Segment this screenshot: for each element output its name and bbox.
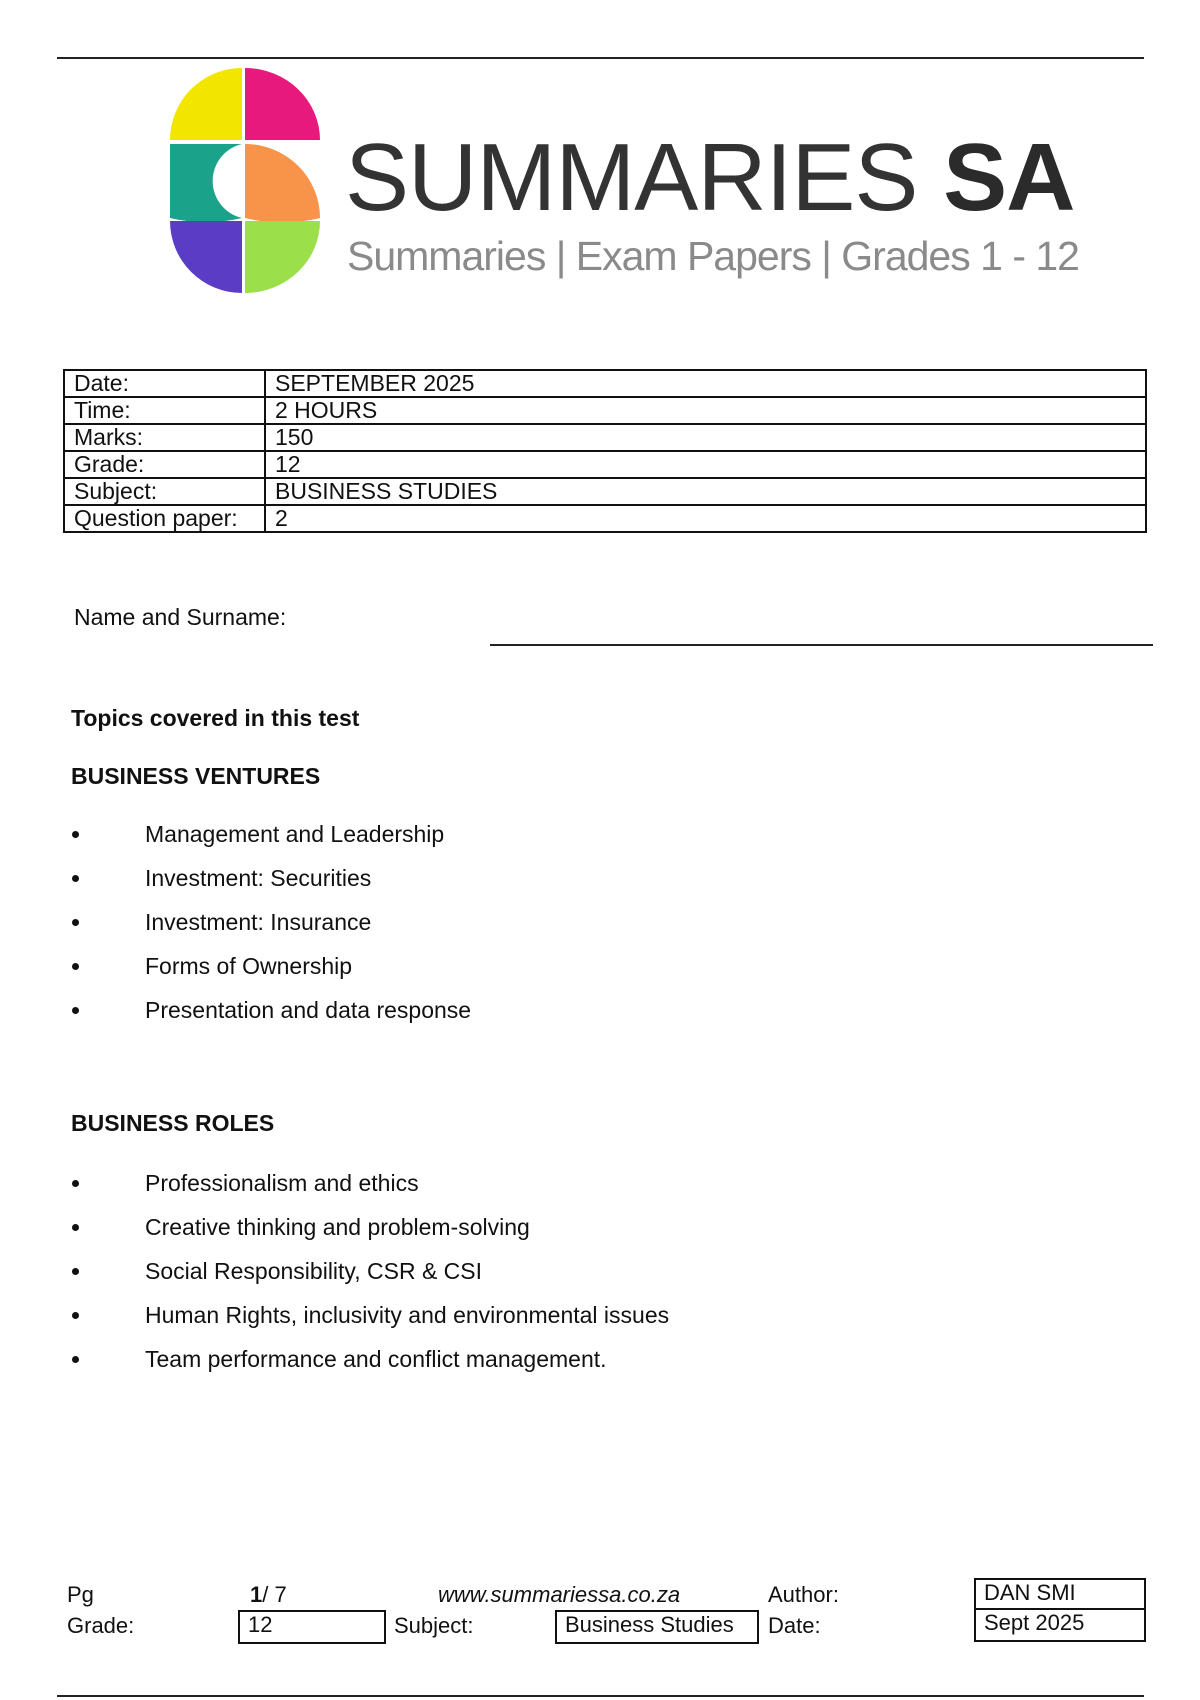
footer-page-current: 1 xyxy=(250,1582,263,1607)
list-item xyxy=(71,996,471,1040)
bullet-icon xyxy=(72,1268,79,1275)
list-item xyxy=(71,908,471,952)
footer-page-number xyxy=(250,1581,287,1609)
info-label: Question paper: xyxy=(64,505,265,532)
info-value: 2 xyxy=(265,505,1146,532)
list-item xyxy=(71,1169,669,1213)
list-item-text: Professionalism and ethics xyxy=(145,1170,419,1196)
footer-page-total: / 7 xyxy=(262,1582,287,1607)
bullet-icon xyxy=(72,1224,79,1231)
list-item-text: Presentation and data response xyxy=(145,997,472,1023)
list-item xyxy=(71,820,471,864)
footer-date-value: Sept 2025 xyxy=(974,1608,1146,1642)
footer-subject-value: Business Studies xyxy=(555,1610,759,1644)
info-label: Grade: xyxy=(64,451,265,478)
info-row xyxy=(64,451,1146,478)
footer-author-label: Author: xyxy=(768,1582,839,1607)
list-item xyxy=(71,1345,669,1389)
bottom-divider xyxy=(57,1695,1144,1697)
list-item-text: Forms of Ownership xyxy=(145,953,353,979)
exam-info-table xyxy=(63,369,1147,533)
list-item xyxy=(71,864,471,908)
name-surname-label: Name and Surname: xyxy=(74,604,287,630)
list-item xyxy=(71,1213,669,1257)
list-item-text: Human Rights, inclusivity and environmental issues xyxy=(145,1302,670,1328)
bullet-icon xyxy=(72,1356,79,1363)
list-item xyxy=(71,1301,669,1345)
brand-tagline: Summaries | Exam Papers | Grades 1 - 12 xyxy=(347,233,1079,279)
bullet-icon xyxy=(72,1312,79,1319)
list-item-text: Investment: Insurance xyxy=(145,909,372,935)
footer-subject-label: Subject: xyxy=(394,1613,474,1638)
list-item-text: Team performance and conflict management. xyxy=(145,1346,607,1372)
info-row xyxy=(64,370,1146,397)
footer-grade-value: 12 xyxy=(238,1610,386,1644)
bullet-icon xyxy=(72,1180,79,1187)
info-label: Date: xyxy=(64,370,265,397)
list-item xyxy=(71,952,471,996)
info-value: SEPTEMBER 2025 xyxy=(265,370,1146,397)
footer-author-value: DAN SMI xyxy=(974,1578,1146,1610)
info-label: Marks: xyxy=(64,424,265,451)
bullet-icon xyxy=(72,919,79,926)
info-value: 12 xyxy=(265,451,1146,478)
business-roles-list xyxy=(71,1169,669,1389)
top-divider xyxy=(57,57,1144,59)
bullet-icon xyxy=(72,831,79,838)
summaries-sa-logo xyxy=(170,68,1079,293)
footer-website-url: www.summariessa.co.za xyxy=(438,1582,681,1607)
list-item-text: Management and Leadership xyxy=(145,821,445,847)
business-ventures-list xyxy=(71,820,471,1040)
info-row xyxy=(64,424,1146,451)
bullet-icon xyxy=(72,963,79,970)
info-value: 2 HOURS xyxy=(265,397,1146,424)
footer-date-label: Date: xyxy=(768,1613,821,1638)
list-item xyxy=(71,1257,669,1301)
list-item-text: Social Responsibility, CSR & CSI xyxy=(145,1258,483,1284)
business-roles-heading: BUSINESS ROLES xyxy=(71,1110,275,1136)
bullet-icon xyxy=(72,875,79,882)
info-row xyxy=(64,478,1146,505)
brand-name: SUMMARIES SA xyxy=(345,124,1075,231)
info-label: Time: xyxy=(64,397,265,424)
logo-s-mark-icon xyxy=(170,68,320,293)
list-item-text: Investment: Securities xyxy=(145,865,372,891)
info-label: Subject: xyxy=(64,478,265,505)
info-value: 150 xyxy=(265,424,1146,451)
footer-pg-label: Pg xyxy=(67,1582,94,1607)
business-ventures-heading: BUSINESS VENTURES xyxy=(71,763,321,789)
name-surname-field-line[interactable] xyxy=(490,644,1153,646)
bullet-icon xyxy=(72,1007,79,1014)
info-value: BUSINESS STUDIES xyxy=(265,478,1146,505)
list-item-text: Creative thinking and problem-solving xyxy=(145,1214,530,1240)
topics-heading: Topics covered in this test xyxy=(71,705,360,731)
info-row xyxy=(64,505,1146,532)
footer-grade-label: Grade: xyxy=(67,1613,135,1638)
info-row xyxy=(64,397,1146,424)
